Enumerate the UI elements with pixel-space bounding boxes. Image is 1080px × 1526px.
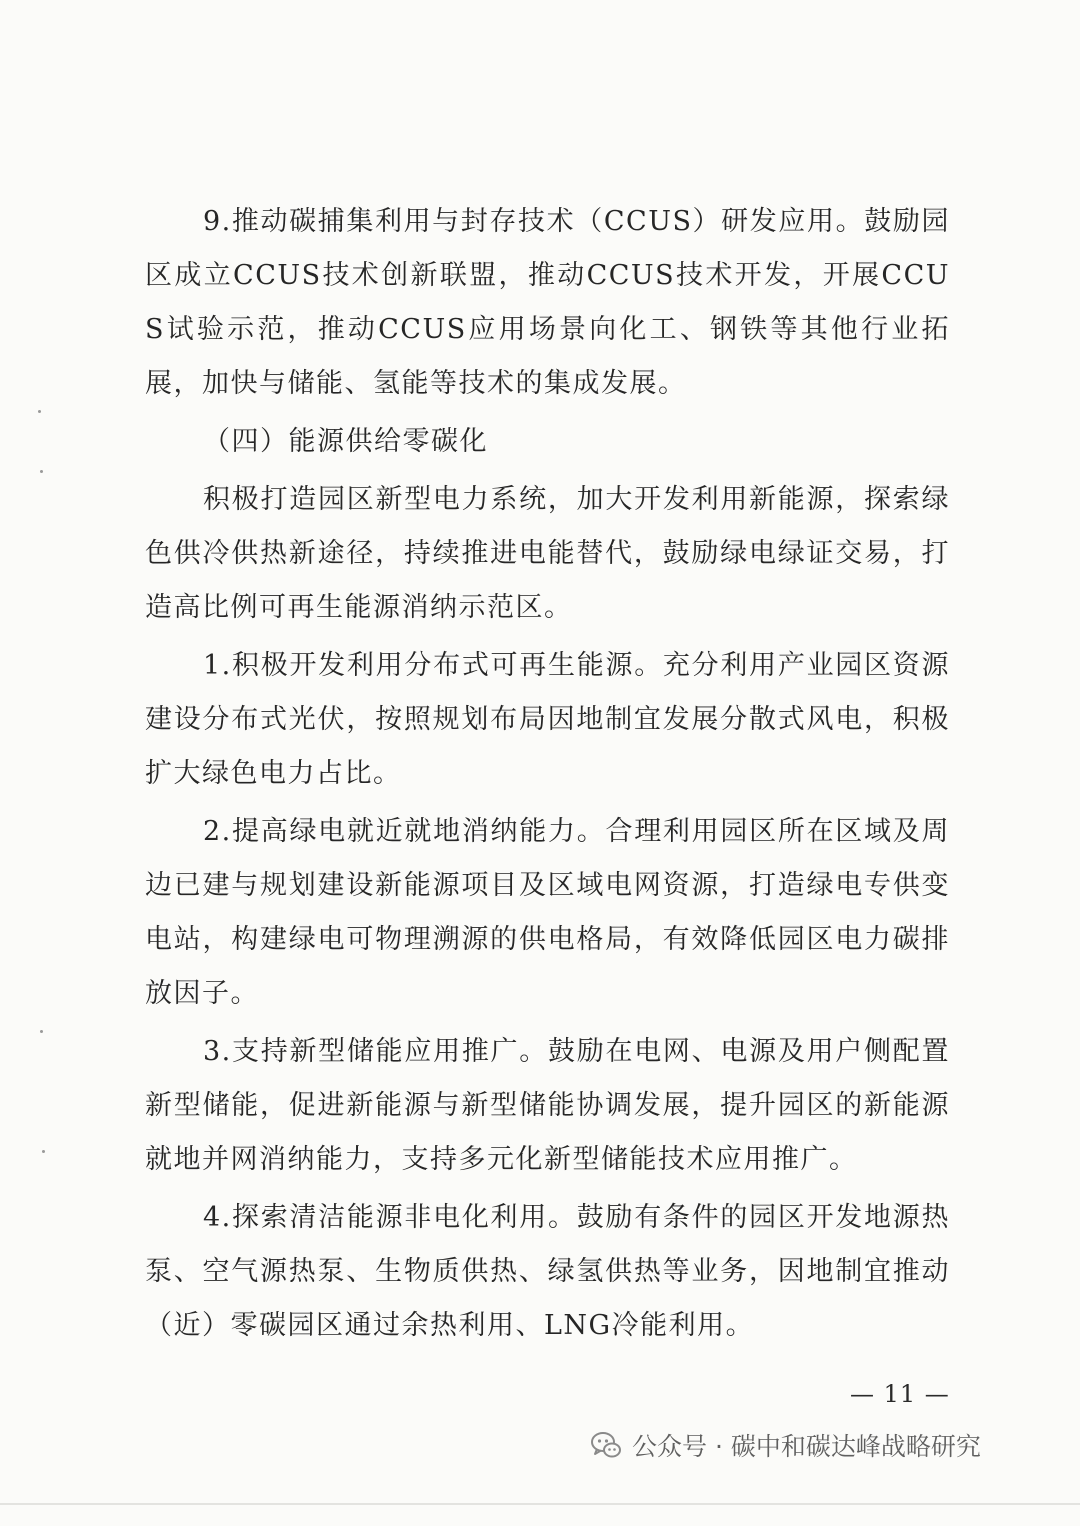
scan-speck	[42, 1150, 45, 1153]
paragraph-item-9: 9.推动碳捕集利用与封存技术（CCUS）研发应用。鼓励园区成立CCUS技术创新联盟，推动CCUS技术开发，开展CCUS试验示范，推动CCUS应用场景向化工、钢铁等其他行业拓展，加快与储能、氢能等技术的集成发展。	[145, 206, 950, 399]
watermark	[590, 1425, 981, 1465]
wechat-icon	[590, 1429, 622, 1461]
paragraph-item-1: 1.积极开发利用分布式可再生能源。充分利用产业园区资源建设分布式光伏，按照规划布局因地制宜发展分散式风电，积极扩大绿色电力占比。	[145, 650, 950, 789]
section-heading: （四）能源供给零碳化	[203, 426, 488, 457]
scan-speck	[40, 1030, 43, 1033]
paragraph-item-2: 2.提高绿电就近就地消纳能力。合理利用园区所在区域及周边已建与规划建设新能源项目及区域电网资源，打造绿电专供变电站，构建绿电可物理溯源的供电格局，有效降低园区电力碳排放因子。	[145, 816, 950, 1009]
paragraph-section-intro: 积极打造园区新型电力系统，加大开发利用新能源，探索绿色供冷供热新途径，持续推进电能替代，鼓励绿电绿证交易，打造高比例可再生能源消纳示范区。	[145, 484, 950, 623]
paragraph-item-3: 3.支持新型储能应用推广。鼓励在电网、电源及用户侧配置新型储能，促进新能源与新型储能协调发展，提升园区的新能源就地并网消纳能力，支持多元化新型储能技术应用推广。	[145, 1036, 950, 1175]
scan-speck	[38, 410, 41, 413]
footer-divider	[0, 1503, 1080, 1505]
watermark-text: 公众号 · 碳中和碳达峰战略研究	[632, 1432, 981, 1461]
paragraph-item-4: 4.探索清洁能源非电化利用。鼓励有条件的园区开发地源热泵、空气源热泵、生物质供热、绿氢供热等业务，因地制宜推动（近）零碳园区通过余热利用、LNG冷能利用。	[145, 1202, 950, 1341]
scan-speck	[40, 470, 43, 473]
page-number: — 11 —	[850, 1380, 950, 1408]
document-body	[145, 195, 950, 1357]
